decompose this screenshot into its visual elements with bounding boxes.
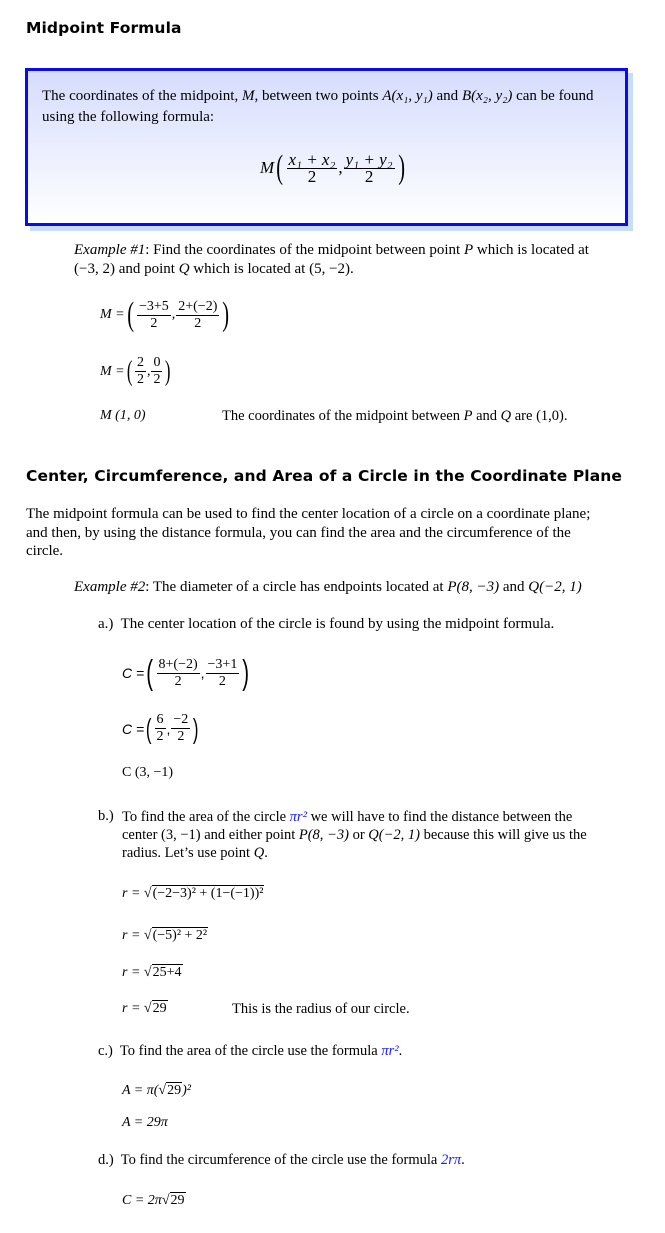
numerator: −3+5	[138, 298, 169, 314]
var-q: Q	[253, 845, 265, 861]
denominator: 2	[153, 372, 161, 387]
equation-lhs: M =	[100, 307, 125, 322]
equation-lhs: r =	[122, 928, 141, 943]
part-a-result: C (3, −1)	[122, 765, 174, 780]
fraction-x	[287, 149, 338, 186]
formula-lhs: M	[260, 158, 275, 177]
radicand: 25+4	[152, 965, 182, 980]
text: because this will give us the radius. Let’s use point	[122, 827, 587, 861]
section2-intro: The midpoint formula can be used to find the center location of a circle on a coordinate plane; and then, by using the distance formula, you can find the area and the circumference of the circle.	[26, 506, 591, 559]
point-a: A(x₁, y₁)	[382, 88, 433, 104]
text: can be found using the following formula:	[42, 88, 594, 125]
equation-lhs: r =	[122, 965, 141, 980]
text: : Find the coordinates of the midpoint between point	[145, 242, 464, 258]
radius-step-4: r = √29	[122, 1001, 167, 1016]
radicand: 29	[167, 1083, 182, 1098]
equation-lhs: C =	[122, 720, 145, 737]
fraction	[171, 712, 190, 745]
example1-conclusion	[222, 408, 567, 425]
right-paren: )	[193, 712, 199, 744]
fraction	[176, 299, 219, 332]
numerator: y₁ + y₂	[345, 149, 393, 169]
denominator: 2	[156, 729, 164, 744]
left-paren: (	[146, 654, 154, 692]
denominator: 2	[174, 673, 182, 689]
left-paren: (	[276, 149, 284, 186]
section-heading-circle: Center, Circumference, and Area of a Circle in the Coordinate Plane	[26, 467, 623, 485]
circumference-step-1: C = 2π√29	[122, 1193, 185, 1208]
right-paren: )	[242, 654, 250, 692]
area-formula: πr²	[381, 1043, 399, 1059]
equation-lhs: r =	[122, 1001, 141, 1016]
text: between two points	[258, 88, 383, 104]
part-a-text	[98, 616, 554, 633]
var-q: Q	[178, 261, 190, 277]
text: which is located at (5, −2).	[189, 261, 354, 277]
point-q: Q(−2, 1)	[368, 827, 420, 843]
text: To find the circumference of the circle use the formula	[120, 1152, 441, 1168]
denominator: 2	[177, 729, 185, 744]
example1-result: M (1, 0)	[100, 408, 146, 423]
part-d-text	[98, 1152, 465, 1169]
denominator: 2	[150, 315, 158, 331]
numerator: 0	[153, 355, 161, 370]
numerator: 6	[156, 712, 164, 727]
text: or	[348, 827, 369, 843]
part-a-step1: C = ( $\frac{8+(-2)}{2}$ , $\frac{-3+1}{2}$ )	[122, 654, 250, 692]
fraction	[157, 657, 200, 690]
section-heading-midpoint: Midpoint Formula	[26, 19, 182, 37]
numerator: −3+1	[207, 656, 238, 672]
denominator: 2	[364, 166, 374, 186]
area-formula: πr²	[289, 809, 307, 825]
text: To find the area of the circle	[122, 809, 290, 825]
point-p: P(8, −3)	[447, 579, 500, 595]
text: : The diameter of a circle has endpoints located at	[145, 579, 448, 595]
part-b-text	[122, 808, 592, 862]
numerator: 2+(−2)	[178, 298, 218, 314]
right-paren: )	[397, 149, 405, 186]
numerator: x₁ + x₂	[288, 149, 336, 169]
left-paren: (	[146, 712, 152, 744]
left-paren: (	[126, 355, 133, 387]
text: .	[264, 845, 268, 861]
text: The center location of the circle is found by using the midpoint formula.	[120, 616, 555, 632]
equation-lhs: r =	[122, 886, 141, 901]
part-b-label: b.)	[98, 808, 114, 824]
text: .	[398, 1043, 403, 1059]
point-b: B(x₂, y₂)	[461, 88, 513, 104]
fraction-y	[344, 149, 395, 186]
point-q: Q(−2, 1)	[528, 579, 582, 595]
text: are (1,0).	[511, 408, 568, 424]
example1-prompt	[74, 241, 594, 279]
equation-lhs: C = 2π	[122, 1193, 162, 1208]
circumference-formula: 2rπ	[440, 1152, 462, 1168]
radius-step-1: r = √(−2−3)² + (1−(−1))²	[122, 886, 264, 901]
var-p: P	[463, 242, 474, 258]
part-label: c.)	[98, 1043, 113, 1059]
fraction	[151, 355, 162, 388]
denominator: 2	[194, 315, 202, 331]
formula-definition-box	[25, 68, 628, 226]
text: The coordinates of the midpoint between	[222, 408, 464, 424]
midpoint-formula: M ( $\frac{\text{x₁ + x₂}}{2}$ , $\frac{\text{y₁ + y₂}}{2}$ )	[260, 149, 405, 186]
numerator: −2	[173, 712, 189, 727]
text: .	[461, 1152, 465, 1168]
part-label: a.)	[98, 616, 114, 632]
left-paren: (	[126, 296, 134, 333]
text: and	[432, 88, 462, 104]
text: and	[472, 408, 501, 424]
definition-text: The coordinates of the midpoint, M, between two points A(x₁, y₁) and B(x₂, y₂) can be found using the following formula:	[42, 88, 594, 125]
text: To find the area of the circle use the formula	[119, 1043, 382, 1059]
radius-step-3: r = √25+4	[122, 965, 182, 980]
right-paren: )	[165, 355, 171, 387]
equation-lhs: A = π(	[122, 1083, 159, 1098]
area-step-1: A = π(√29)²	[122, 1083, 191, 1098]
example1-step2: M = ( $\frac{2}{2}$ , $\frac{0}{2}$ )	[100, 355, 171, 387]
radicand: (−5)² + 2²	[152, 928, 208, 943]
part-a-step2: C = ( $\frac{6}{2}$ , $\frac{-2}{2}$ )	[122, 712, 199, 744]
area-step-2: A = 29π	[122, 1115, 168, 1130]
radicand: (−2−3)² + (1−(−1))²	[152, 886, 264, 901]
numerator: 2	[136, 355, 144, 370]
radicand: 29	[152, 1001, 167, 1016]
var-m: M	[241, 88, 255, 104]
denominator: 2	[307, 166, 317, 186]
text: and	[499, 579, 529, 595]
numerator: 8+(−2)	[158, 656, 198, 672]
example1-step1: M = ( $\frac{-3+5}{2}$ , $\frac{2+(-2)}{2}$ )	[100, 296, 230, 333]
equation-lhs: M =	[100, 363, 125, 379]
point-p: P(8, −3)	[298, 827, 349, 843]
var-p: P	[463, 408, 473, 424]
denominator: 2	[218, 673, 226, 689]
part-c-text	[98, 1043, 402, 1060]
fraction	[155, 712, 166, 745]
equation-rhs: )²	[182, 1083, 191, 1098]
example2-prompt	[74, 579, 582, 596]
radius-note: This is the radius of our circle.	[232, 1001, 410, 1017]
denominator: 2	[136, 372, 144, 387]
text: The coordinates of the midpoint,	[42, 88, 242, 104]
radicand: 29	[170, 1193, 185, 1208]
example-label: Example #1	[74, 242, 146, 258]
part-label: d.)	[98, 1152, 114, 1168]
radius-step-2: r = √(−5)² + 2²	[122, 928, 208, 943]
text: we will have to find the distance between the center (3, −1) and either point	[122, 809, 573, 843]
equation-lhs: C =	[122, 665, 145, 681]
fraction	[137, 299, 171, 332]
right-paren: )	[222, 296, 230, 333]
var-q: Q	[500, 408, 512, 424]
fraction	[206, 657, 240, 690]
fraction	[135, 355, 146, 388]
text: which is located at (−3, 2) and point	[74, 242, 589, 277]
example-label: Example #2	[74, 579, 146, 595]
